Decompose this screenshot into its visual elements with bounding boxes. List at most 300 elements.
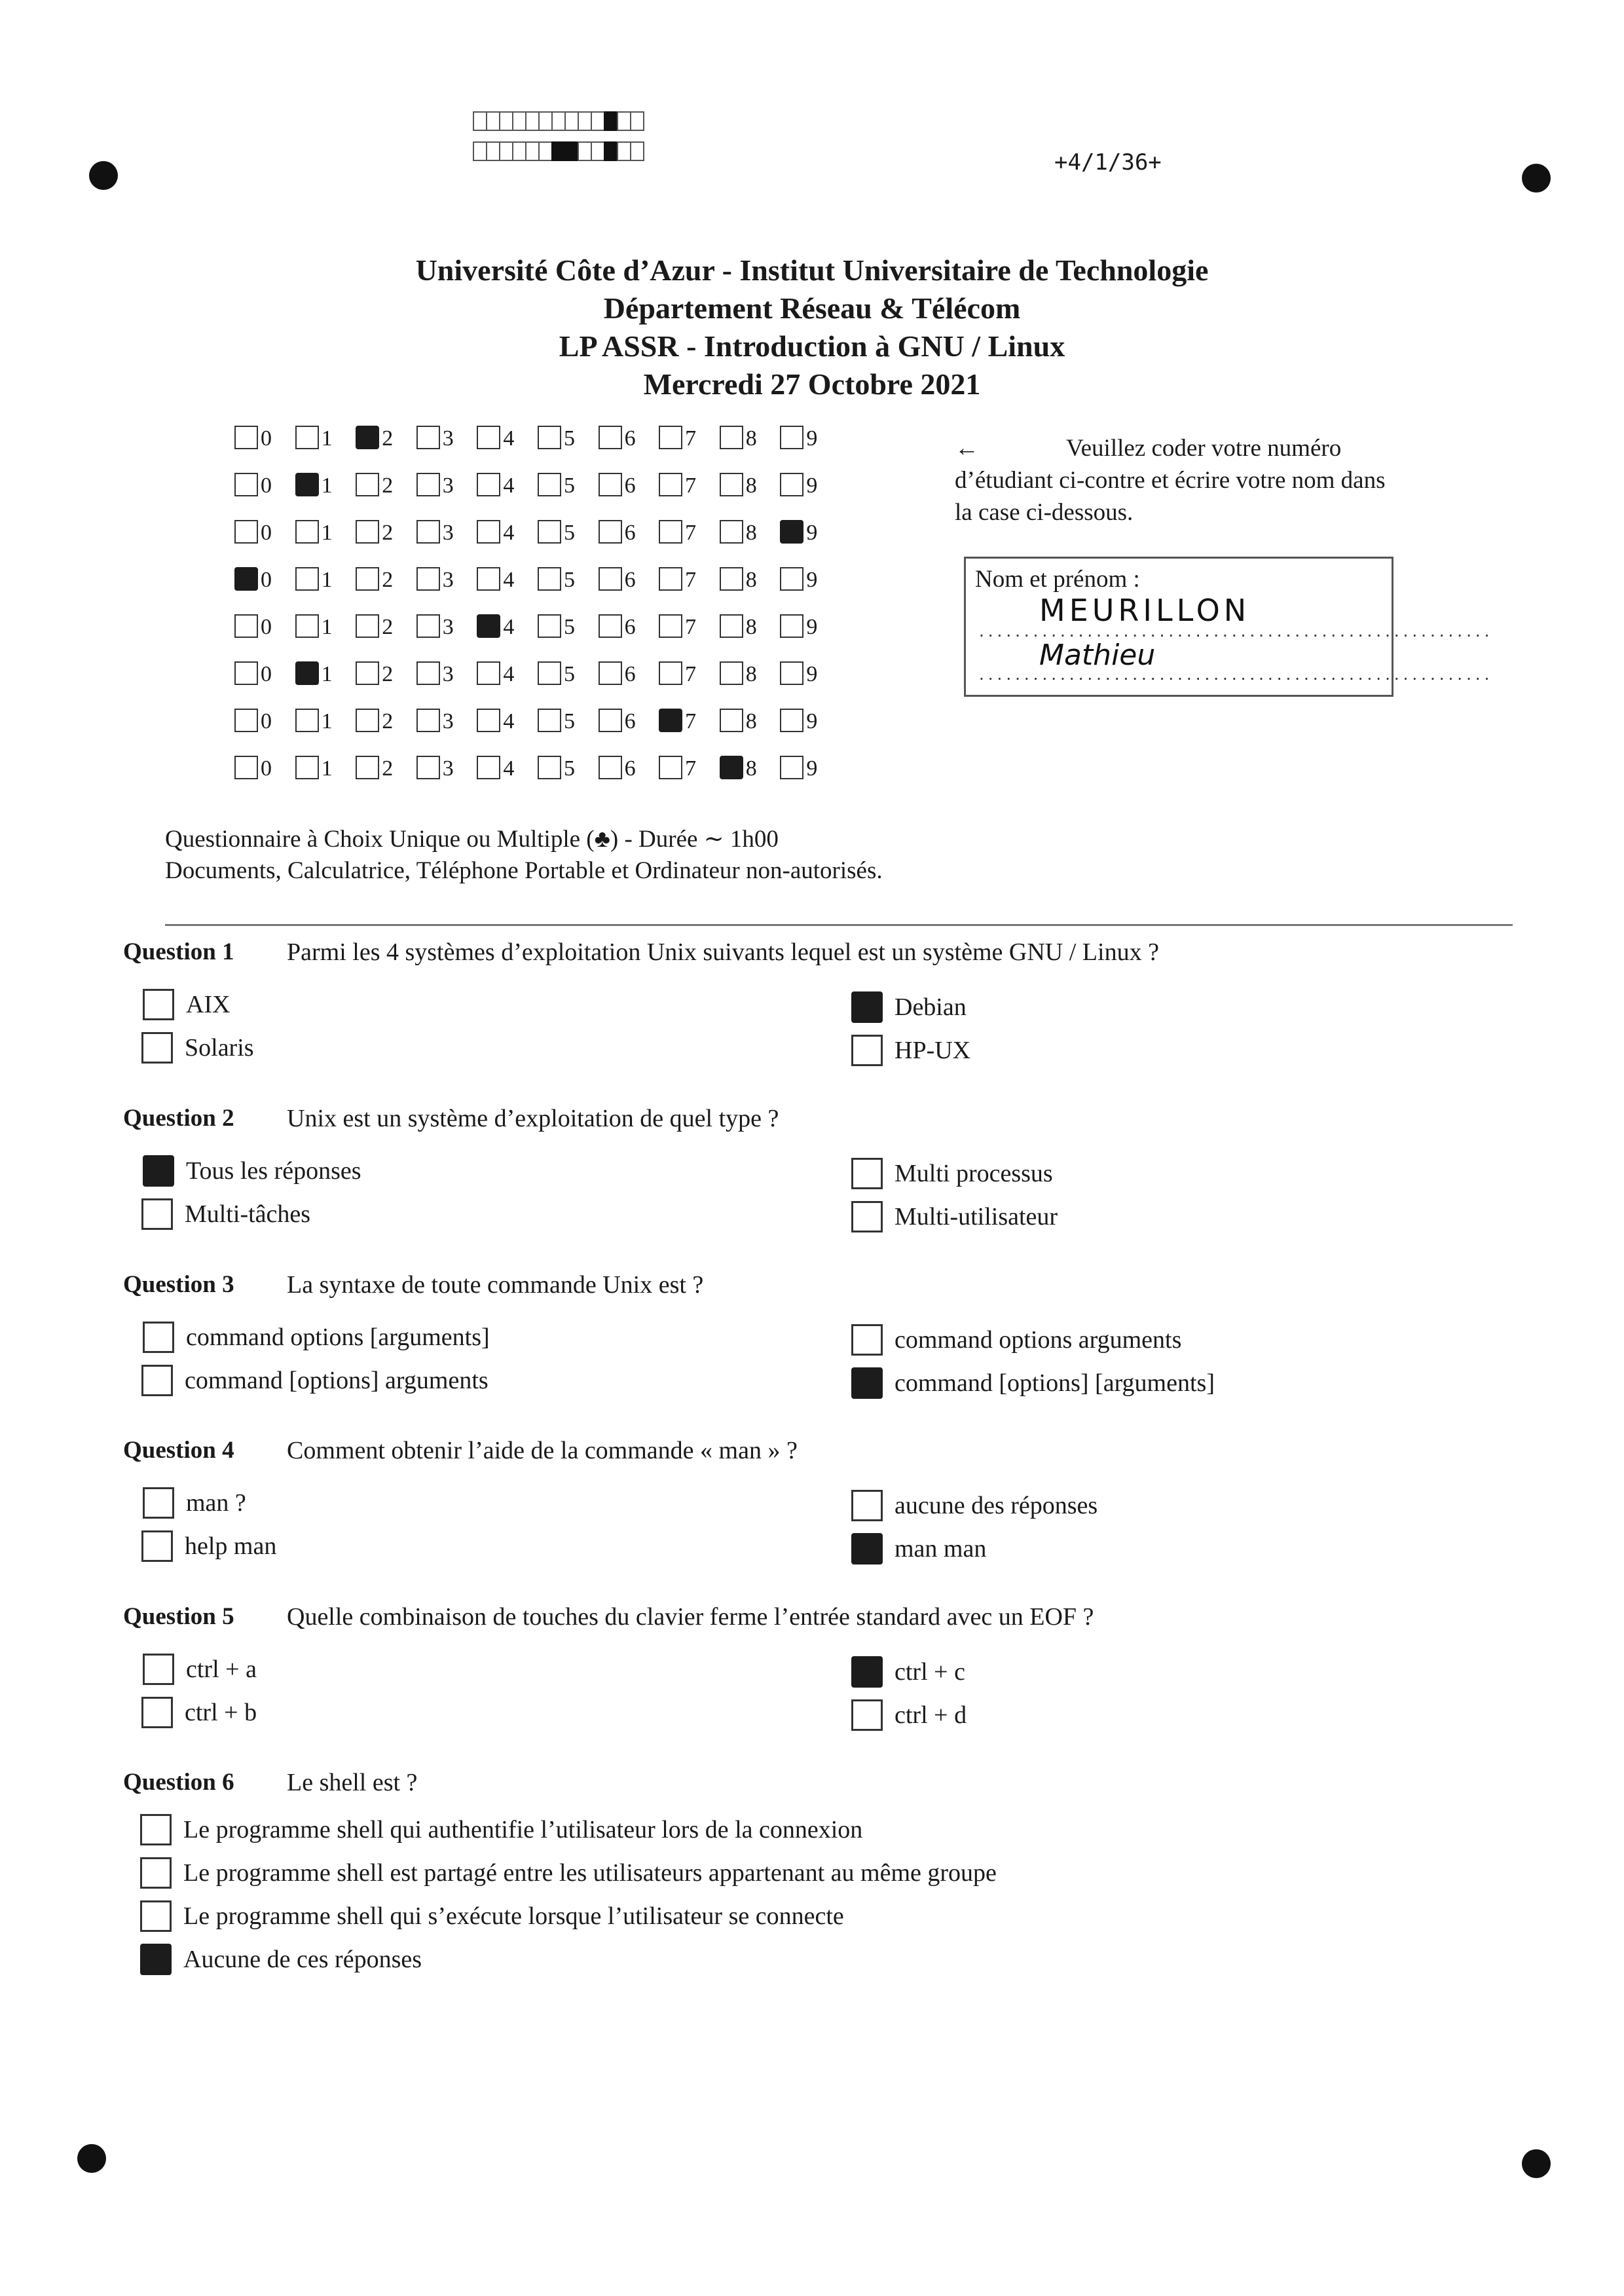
student-id-cell bbox=[295, 473, 356, 498]
quiz-info-line-2: Documents, Calculatrice, Téléphone Portable et Ordinateur non-autorisés. bbox=[165, 857, 883, 884]
digit-checkbox[interactable] bbox=[356, 426, 379, 449]
digit-checkbox[interactable] bbox=[416, 614, 440, 638]
digit-checkbox[interactable] bbox=[477, 614, 500, 638]
answer-option[interactable] bbox=[141, 1365, 489, 1396]
digit-label: 8 bbox=[745, 568, 757, 592]
digit-label: 5 bbox=[563, 426, 575, 451]
digit-checkbox[interactable] bbox=[720, 473, 743, 496]
digit-checkbox[interactable] bbox=[720, 426, 743, 449]
student-id-cell bbox=[416, 661, 477, 686]
student-id-cell bbox=[477, 756, 538, 781]
digit-checkbox[interactable] bbox=[720, 520, 743, 544]
digit-label: 3 bbox=[442, 662, 454, 686]
answer-checkbox[interactable] bbox=[143, 989, 174, 1020]
digit-label: 8 bbox=[745, 662, 757, 686]
answer-option[interactable] bbox=[851, 1158, 1053, 1189]
digit-checkbox[interactable] bbox=[599, 473, 622, 496]
digit-checkbox[interactable] bbox=[416, 709, 440, 732]
answer-option[interactable] bbox=[141, 1530, 276, 1562]
student-id-cell bbox=[416, 614, 477, 639]
digit-checkbox[interactable] bbox=[659, 661, 682, 685]
answer-text: aucune des réponses bbox=[895, 1492, 1098, 1519]
digit-label: 1 bbox=[321, 521, 333, 545]
answer-option[interactable] bbox=[851, 1201, 1058, 1232]
student-id-cell bbox=[720, 614, 781, 639]
barcode-cell bbox=[564, 111, 579, 131]
registration-dot-bottom-left bbox=[77, 2144, 106, 2173]
digit-label: 8 bbox=[745, 521, 757, 545]
question-label: Question 1 bbox=[123, 938, 234, 965]
digit-label: 1 bbox=[321, 473, 333, 498]
digit-checkbox[interactable] bbox=[295, 661, 319, 685]
student-id-cell bbox=[295, 661, 356, 686]
barcode-cell bbox=[617, 141, 631, 161]
digit-checkbox[interactable] bbox=[416, 756, 440, 779]
student-id-cell bbox=[538, 709, 599, 733]
header-course: LP ASSR - Introduction à GNU / Linux bbox=[559, 329, 1065, 363]
digit-checkbox[interactable] bbox=[477, 520, 500, 544]
digit-checkbox[interactable] bbox=[356, 473, 379, 496]
digit-checkbox[interactable] bbox=[234, 756, 258, 779]
digit-checkbox[interactable] bbox=[720, 709, 743, 732]
digit-checkbox[interactable] bbox=[538, 473, 561, 496]
digit-checkbox[interactable] bbox=[659, 709, 682, 732]
digit-label: 4 bbox=[503, 756, 515, 781]
digit-checkbox[interactable] bbox=[356, 709, 379, 732]
digit-label: 3 bbox=[442, 709, 454, 733]
student-id-cell bbox=[356, 426, 416, 451]
student-id-cell bbox=[780, 709, 841, 733]
student-id-cell bbox=[477, 661, 538, 686]
barcode-cell bbox=[604, 111, 618, 131]
student-id-row bbox=[234, 661, 841, 709]
barcode-cell bbox=[591, 141, 605, 161]
digit-checkbox[interactable] bbox=[538, 661, 561, 685]
question-label: Question 6 bbox=[123, 1769, 234, 1796]
header-university: Université Côte d’Azur - Institut Universitaire de Technologie bbox=[415, 253, 1209, 287]
name-line-1: ......................................................... bbox=[979, 620, 1494, 640]
digit-checkbox[interactable] bbox=[477, 473, 500, 496]
digit-checkbox[interactable] bbox=[780, 473, 803, 496]
student-id-cell bbox=[599, 614, 659, 639]
digit-label: 0 bbox=[261, 662, 272, 686]
student-id-cell bbox=[477, 426, 538, 451]
digit-checkbox[interactable] bbox=[295, 426, 319, 449]
barcode-row-1 bbox=[473, 111, 643, 131]
student-id-cell bbox=[538, 426, 599, 451]
answer-option[interactable] bbox=[851, 1533, 986, 1565]
answer-checkbox[interactable] bbox=[140, 1944, 172, 1975]
digit-label: 4 bbox=[503, 662, 515, 686]
quiz-info-line-1: Questionnaire à Choix Unique ou Multiple (♣) - Durée ∼ 1h00 bbox=[165, 826, 779, 853]
student-id-cell bbox=[295, 709, 356, 733]
digit-label: 5 bbox=[563, 568, 575, 592]
digit-checkbox[interactable] bbox=[659, 520, 682, 544]
digit-label: 2 bbox=[382, 756, 394, 781]
barcode-cell bbox=[512, 111, 526, 131]
digit-checkbox[interactable] bbox=[416, 473, 440, 496]
answer-checkbox[interactable] bbox=[851, 1490, 883, 1521]
student-id-cell bbox=[356, 709, 416, 733]
answer-checkbox[interactable] bbox=[141, 1365, 173, 1396]
barcode-cell bbox=[473, 111, 487, 131]
digit-label: 9 bbox=[806, 662, 818, 686]
answer-option[interactable] bbox=[851, 1699, 967, 1731]
student-id-cell bbox=[538, 473, 599, 498]
student-id-cell bbox=[477, 473, 538, 498]
header-date: Mercredi 27 Octobre 2021 bbox=[643, 367, 981, 401]
digit-checkbox[interactable] bbox=[599, 426, 622, 449]
digit-label: 2 bbox=[382, 521, 394, 545]
digit-checkbox[interactable] bbox=[295, 709, 319, 732]
answer-option[interactable] bbox=[851, 1324, 1181, 1356]
digit-label: 9 bbox=[806, 426, 818, 451]
answer-option[interactable] bbox=[143, 989, 231, 1020]
student-id-grid bbox=[234, 426, 841, 803]
student-id-cell bbox=[659, 709, 720, 733]
student-id-cell bbox=[416, 709, 477, 733]
answer-text: ctrl + c bbox=[895, 1658, 965, 1686]
digit-label: 7 bbox=[685, 473, 697, 498]
digit-checkbox[interactable] bbox=[234, 661, 258, 685]
digit-label: 0 bbox=[261, 756, 272, 781]
barcode-cell bbox=[551, 141, 566, 161]
digit-checkbox[interactable] bbox=[295, 520, 319, 544]
registration-dot-top-left bbox=[89, 161, 118, 190]
answer-option[interactable] bbox=[851, 1490, 1098, 1521]
answer-option[interactable] bbox=[851, 1035, 970, 1066]
digit-checkbox[interactable] bbox=[599, 709, 622, 732]
answer-checkbox[interactable] bbox=[851, 1656, 883, 1688]
digit-checkbox[interactable] bbox=[234, 426, 258, 449]
name-box-label: Nom et prénom : bbox=[975, 566, 1140, 593]
answer-checkbox[interactable] bbox=[851, 1035, 883, 1066]
digit-checkbox[interactable] bbox=[356, 567, 379, 591]
student-id-cell bbox=[538, 520, 599, 545]
barcode-cell bbox=[525, 111, 540, 131]
digit-checkbox[interactable] bbox=[234, 520, 258, 544]
student-id-cell bbox=[234, 661, 295, 686]
answer-text: Le programme shell qui s’exécute lorsque l’utilisateur se connecte bbox=[183, 1902, 844, 1930]
digit-checkbox[interactable] bbox=[780, 520, 803, 544]
digit-checkbox[interactable] bbox=[295, 614, 319, 638]
answer-option[interactable] bbox=[143, 1322, 490, 1353]
answer-text: Tous les réponses bbox=[186, 1157, 361, 1185]
digit-checkbox[interactable] bbox=[234, 709, 258, 732]
student-id-cell bbox=[599, 756, 659, 781]
digit-label: 7 bbox=[685, 662, 697, 686]
barcode-cell bbox=[499, 111, 513, 131]
digit-checkbox[interactable] bbox=[538, 426, 561, 449]
answer-checkbox[interactable] bbox=[141, 1697, 173, 1728]
answer-text: command options [arguments] bbox=[186, 1324, 490, 1351]
student-id-cell bbox=[416, 473, 477, 498]
digit-checkbox[interactable] bbox=[599, 614, 622, 638]
answer-checkbox[interactable] bbox=[141, 1530, 173, 1562]
barcode-cell bbox=[473, 141, 487, 161]
answer-checkbox[interactable] bbox=[851, 1533, 883, 1565]
digit-label: 0 bbox=[261, 568, 272, 592]
digit-label: 7 bbox=[685, 568, 697, 592]
digit-label: 4 bbox=[503, 521, 515, 545]
digit-checkbox[interactable] bbox=[538, 614, 561, 638]
digit-checkbox[interactable] bbox=[720, 614, 743, 638]
student-id-cell bbox=[356, 756, 416, 781]
answer-option[interactable] bbox=[851, 1656, 965, 1688]
answer-text: AIX bbox=[186, 991, 231, 1018]
digit-label: 2 bbox=[382, 568, 394, 592]
digit-checkbox[interactable] bbox=[416, 661, 440, 685]
student-id-cell bbox=[295, 614, 356, 639]
digit-checkbox[interactable] bbox=[659, 614, 682, 638]
student-id-cell bbox=[234, 756, 295, 781]
answer-option[interactable] bbox=[143, 1654, 257, 1685]
digit-label: 2 bbox=[382, 662, 394, 686]
digit-checkbox[interactable] bbox=[477, 661, 500, 685]
digit-checkbox[interactable] bbox=[538, 567, 561, 591]
digit-checkbox[interactable] bbox=[538, 756, 561, 779]
student-id-cell bbox=[599, 426, 659, 451]
answer-text: HP-UX bbox=[895, 1037, 971, 1064]
digit-label: 1 bbox=[321, 709, 333, 733]
digit-checkbox[interactable] bbox=[356, 614, 379, 638]
answer-text: command [options] arguments bbox=[185, 1367, 489, 1394]
student-id-cell bbox=[780, 756, 841, 781]
answer-checkbox[interactable] bbox=[140, 1857, 172, 1889]
digit-label: 4 bbox=[503, 426, 515, 451]
digit-label: 9 bbox=[806, 521, 818, 545]
digit-label: 7 bbox=[685, 426, 697, 451]
answer-text: command options arguments bbox=[895, 1326, 1182, 1354]
answer-text: Le programme shell qui authentifie l’utilisateur lors de la connexion bbox=[183, 1816, 863, 1843]
answer-checkbox[interactable] bbox=[141, 1198, 173, 1230]
digit-label: 0 bbox=[261, 615, 272, 639]
digit-checkbox[interactable] bbox=[477, 709, 500, 732]
digit-checkbox[interactable] bbox=[295, 756, 319, 779]
digit-label: 0 bbox=[261, 426, 272, 451]
answer-option[interactable] bbox=[143, 1155, 361, 1187]
student-id-cell bbox=[780, 426, 841, 451]
digit-checkbox[interactable] bbox=[720, 567, 743, 591]
answer-option[interactable] bbox=[141, 1032, 254, 1064]
digit-checkbox[interactable] bbox=[356, 520, 379, 544]
handwritten-last-name: MEURILLON bbox=[1039, 593, 1251, 628]
digit-label: 3 bbox=[442, 615, 454, 639]
student-id-cell bbox=[477, 709, 538, 733]
digit-label: 1 bbox=[321, 662, 333, 686]
student-id-cell bbox=[416, 756, 477, 781]
student-id-cell bbox=[780, 614, 841, 639]
registration-dot-bottom-right bbox=[1522, 2149, 1551, 2178]
digit-checkbox[interactable] bbox=[477, 426, 500, 449]
answer-option[interactable] bbox=[140, 1944, 422, 1975]
student-id-cell bbox=[720, 756, 781, 781]
digit-checkbox[interactable] bbox=[416, 520, 440, 544]
answer-checkbox[interactable] bbox=[851, 1367, 883, 1399]
digit-label: 3 bbox=[442, 568, 454, 592]
digit-label: 6 bbox=[624, 709, 636, 733]
digit-checkbox[interactable] bbox=[780, 614, 803, 638]
answer-checkbox[interactable] bbox=[851, 1201, 883, 1232]
horizontal-rule bbox=[165, 924, 1513, 926]
digit-checkbox[interactable] bbox=[295, 473, 319, 496]
digit-checkbox[interactable] bbox=[416, 567, 440, 591]
digit-checkbox[interactable] bbox=[416, 426, 440, 449]
student-id-row bbox=[234, 473, 841, 520]
digit-checkbox[interactable] bbox=[599, 756, 622, 779]
student-id-cell bbox=[477, 567, 538, 592]
answer-checkbox[interactable] bbox=[143, 1487, 174, 1519]
digit-label: 2 bbox=[382, 426, 394, 451]
digit-label: 8 bbox=[745, 756, 757, 781]
digit-label: 3 bbox=[442, 426, 454, 451]
digit-checkbox[interactable] bbox=[477, 567, 500, 591]
question-text: Comment obtenir l’aide de la commande « man » ? bbox=[287, 1437, 798, 1464]
left-arrow-icon: ← bbox=[955, 435, 979, 462]
digit-label: 6 bbox=[624, 756, 636, 781]
digit-label: 3 bbox=[442, 521, 454, 545]
question-label: Question 5 bbox=[123, 1603, 234, 1630]
digit-label: 0 bbox=[261, 709, 272, 733]
answer-text: ctrl + a bbox=[186, 1656, 257, 1683]
answer-option[interactable] bbox=[140, 1814, 862, 1845]
answer-option[interactable] bbox=[140, 1857, 997, 1889]
digit-checkbox[interactable] bbox=[780, 756, 803, 779]
question-label: Question 3 bbox=[123, 1271, 234, 1298]
answer-checkbox[interactable] bbox=[851, 1158, 883, 1189]
digit-checkbox[interactable] bbox=[234, 567, 258, 591]
name-box[interactable] bbox=[964, 557, 1494, 697]
answer-checkbox[interactable] bbox=[851, 991, 883, 1023]
digit-checkbox[interactable] bbox=[659, 756, 682, 779]
answer-option[interactable] bbox=[141, 1198, 310, 1230]
digit-label: 7 bbox=[685, 521, 697, 545]
digit-label: 5 bbox=[563, 662, 575, 686]
answer-option[interactable] bbox=[143, 1487, 246, 1519]
answer-checkbox[interactable] bbox=[143, 1654, 174, 1685]
student-id-cell bbox=[234, 426, 295, 451]
answer-text: ctrl + b bbox=[185, 1699, 257, 1726]
answer-option[interactable] bbox=[851, 991, 967, 1023]
handwritten-first-name: Mathieu bbox=[1039, 639, 1156, 672]
digit-checkbox[interactable] bbox=[538, 709, 561, 732]
student-id-cell bbox=[416, 567, 477, 592]
digit-checkbox[interactable] bbox=[295, 567, 319, 591]
digit-checkbox[interactable] bbox=[720, 756, 743, 779]
digit-checkbox[interactable] bbox=[780, 661, 803, 685]
digit-checkbox[interactable] bbox=[659, 567, 682, 591]
digit-label: 2 bbox=[382, 615, 394, 639]
digit-checkbox[interactable] bbox=[234, 473, 258, 496]
answer-text: Debian bbox=[895, 993, 967, 1021]
answer-text: Multi-utilisateur bbox=[895, 1203, 1058, 1231]
digit-label: 0 bbox=[261, 521, 272, 545]
barcode-cell bbox=[617, 111, 631, 131]
student-id-cell bbox=[538, 614, 599, 639]
digit-label: 9 bbox=[806, 756, 818, 781]
answer-checkbox[interactable] bbox=[140, 1814, 172, 1845]
digit-label: 1 bbox=[321, 756, 333, 781]
digit-label: 8 bbox=[745, 615, 757, 639]
digit-checkbox[interactable] bbox=[780, 709, 803, 732]
answer-checkbox[interactable] bbox=[851, 1699, 883, 1731]
answer-text: man ? bbox=[186, 1489, 246, 1517]
answer-checkbox[interactable] bbox=[143, 1322, 174, 1353]
digit-checkbox[interactable] bbox=[599, 520, 622, 544]
student-id-row bbox=[234, 567, 841, 614]
student-id-cell bbox=[234, 614, 295, 639]
student-id-row bbox=[234, 709, 841, 756]
student-id-cell bbox=[720, 520, 781, 545]
digit-label: 7 bbox=[685, 615, 697, 639]
answer-checkbox[interactable] bbox=[140, 1900, 172, 1932]
digit-checkbox[interactable] bbox=[356, 661, 379, 685]
student-id-cell bbox=[538, 567, 599, 592]
student-id-cell bbox=[416, 426, 477, 451]
barcode-cell bbox=[578, 141, 592, 161]
digit-label: 6 bbox=[624, 568, 636, 592]
digit-label: 5 bbox=[563, 756, 575, 781]
answer-checkbox[interactable] bbox=[143, 1155, 174, 1187]
digit-label: 5 bbox=[563, 615, 575, 639]
digit-label: 1 bbox=[321, 615, 333, 639]
digit-label: 9 bbox=[806, 568, 818, 592]
student-id-row bbox=[234, 426, 841, 473]
student-id-cell bbox=[780, 567, 841, 592]
answer-option[interactable] bbox=[140, 1900, 844, 1932]
digit-checkbox[interactable] bbox=[599, 661, 622, 685]
student-id-row bbox=[234, 756, 841, 803]
answer-checkbox[interactable] bbox=[851, 1324, 883, 1356]
instructions-text: Veuillez coder votre numéro d’étudiant ci-contre et écrire votre nom dans la case ci-dessous. bbox=[955, 435, 1386, 526]
barcode-cell bbox=[630, 111, 644, 131]
digit-checkbox[interactable] bbox=[234, 614, 258, 638]
barcode-cell bbox=[538, 111, 553, 131]
digit-label: 4 bbox=[503, 473, 515, 498]
digit-label: 1 bbox=[321, 426, 333, 451]
answer-text: Multi processus bbox=[895, 1160, 1053, 1187]
question-label: Question 2 bbox=[123, 1105, 234, 1132]
student-id-cell bbox=[659, 614, 720, 639]
answer-text: Le programme shell est partagé entre les utilisateurs appartenant au même groupe bbox=[183, 1859, 997, 1887]
answer-option[interactable] bbox=[851, 1367, 1215, 1399]
digit-checkbox[interactable] bbox=[477, 756, 500, 779]
barcode-cell bbox=[486, 141, 500, 161]
digit-checkbox[interactable] bbox=[538, 520, 561, 544]
digit-label: 2 bbox=[382, 473, 394, 498]
digit-checkbox[interactable] bbox=[659, 426, 682, 449]
digit-label: 5 bbox=[563, 521, 575, 545]
digit-checkbox[interactable] bbox=[659, 473, 682, 496]
digit-checkbox[interactable] bbox=[599, 567, 622, 591]
digit-checkbox[interactable] bbox=[720, 661, 743, 685]
student-id-cell bbox=[234, 709, 295, 733]
student-id-cell bbox=[659, 426, 720, 451]
digit-checkbox[interactable] bbox=[780, 426, 803, 449]
answer-checkbox[interactable] bbox=[141, 1032, 173, 1064]
digit-checkbox[interactable] bbox=[780, 567, 803, 591]
barcode-cell bbox=[525, 141, 540, 161]
answer-option[interactable] bbox=[141, 1697, 257, 1728]
student-id-cell bbox=[356, 661, 416, 686]
student-id-cell bbox=[780, 473, 841, 498]
student-id-cell bbox=[295, 567, 356, 592]
digit-label: 6 bbox=[624, 662, 636, 686]
student-id-cell bbox=[720, 426, 781, 451]
id-instructions bbox=[955, 432, 1407, 528]
digit-checkbox[interactable] bbox=[356, 756, 379, 779]
digit-label: 6 bbox=[624, 473, 636, 498]
